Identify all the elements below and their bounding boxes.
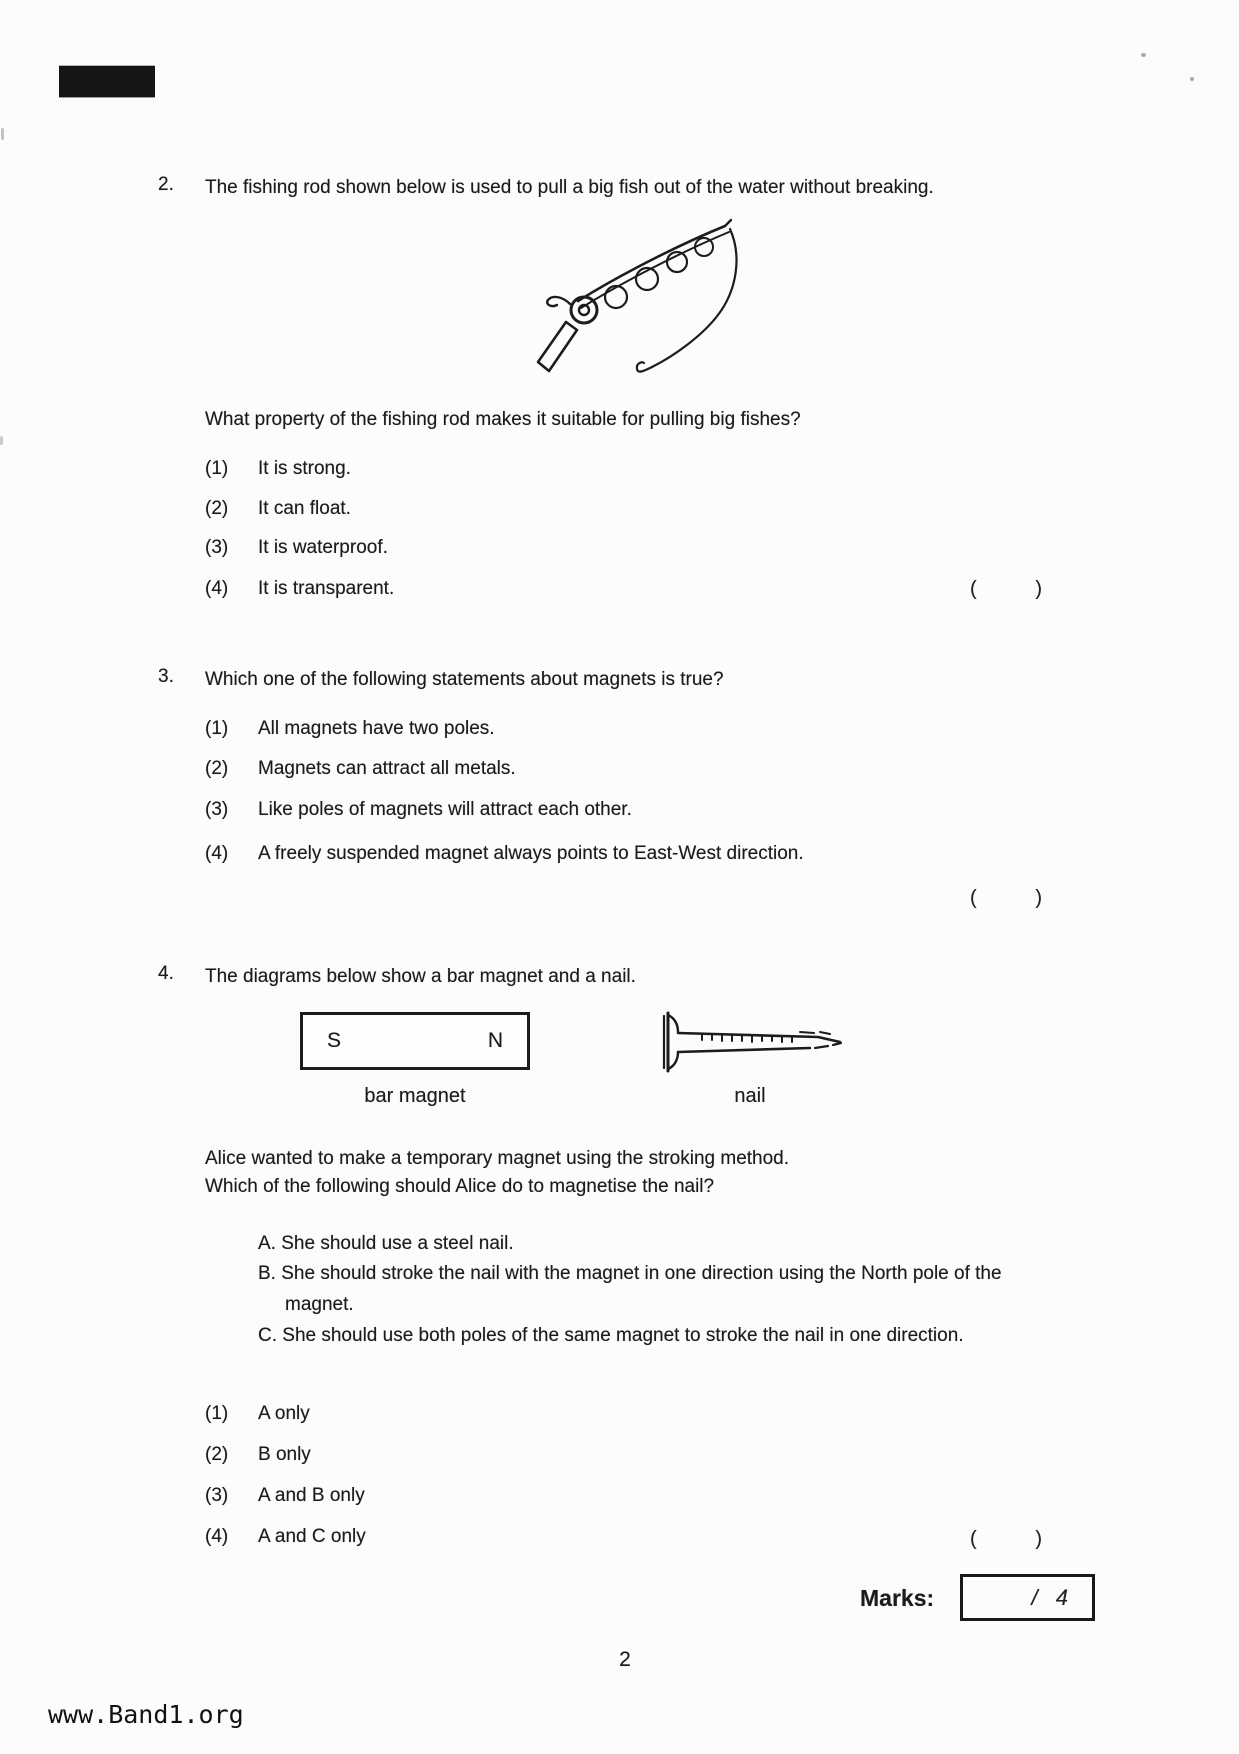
option-text: A only [258,1403,310,1424]
bracket-close: ) [1035,887,1042,909]
hook-icon [637,362,652,371]
q4-statement-c: C. She should use both poles of the same magnet to stroke the nail in one direction. [258,1325,964,1346]
option-number: (4) [205,843,229,864]
q4-intro-line-1: Alice wanted to make a temporary magnet using the stroking method. [205,1148,790,1169]
q4-option-2 [205,1444,311,1466]
q2-option-2 [205,498,351,520]
option-text: A freely suspended magnet always points to East-West direction. [258,843,804,864]
question-2-number: 2. [158,174,174,195]
question-2-prompt: What property of the fishing rod makes it suitable for pulling big fishes? [205,409,801,430]
marks-box [960,1574,1095,1621]
magnet-south-pole-label: S [327,1029,342,1052]
answer-bracket-q2 [970,578,1042,601]
q4-option-3 [205,1485,365,1507]
reel-knob-icon [547,297,570,306]
option-number: (3) [205,537,229,558]
rod-handle [538,322,577,371]
q4-intro-line-2: Which of the following should Alice do to magnetise the nail? [205,1176,715,1197]
option-number: (3) [205,1485,229,1506]
q2-option-4 [205,578,394,600]
watermark-url: www.Band1.org [48,1700,244,1729]
scan-speck [1,128,4,140]
bracket-close: ) [1035,578,1042,600]
bracket-open: ( [970,578,977,600]
option-number: (1) [205,718,229,739]
option-text: All magnets have two poles. [258,718,495,739]
option-text: Magnets can attract all metals. [258,758,516,779]
q4-statement-a: A. She should use a steel nail. [258,1233,514,1254]
bracket-close: ) [1035,1528,1042,1550]
bracket-open: ( [970,1528,977,1550]
marks-value: / 4 [1031,1585,1074,1610]
q3-option-2 [205,758,516,780]
scan-speck [1190,77,1194,81]
option-number: (3) [205,799,229,820]
q2-option-1 [205,458,351,480]
option-text: A and B only [258,1485,365,1506]
q3-option-1 [205,718,495,740]
nail-figure [650,1005,850,1080]
scan-speck [1141,53,1146,57]
option-number: (2) [205,498,229,519]
option-text: Like poles of magnets will attract each other. [258,799,632,820]
answer-bracket-q3 [970,887,1042,910]
magnet-north-pole-label: N [487,1029,503,1052]
option-text: A and C only [258,1526,366,1547]
scan-speck [0,436,3,445]
question-2-stem: The fishing rod shown below is used to pull a big fish out of the water without breaking. [205,177,934,198]
q4-option-4 [205,1526,366,1548]
question-4-stem: The diagrams below show a bar magnet and a nail. [205,966,636,987]
option-text: It is transparent. [258,578,395,599]
option-number: (2) [205,1444,229,1465]
marks-label: Marks: [860,1585,935,1611]
option-number: (4) [205,1526,229,1547]
option-number: (2) [205,758,229,779]
redacted-school-logo [59,66,155,97]
bar-magnet-caption: bar magnet [364,1085,466,1107]
q4-option-1 [205,1403,310,1425]
option-text: It is waterproof. [258,537,388,558]
bar-magnet-figure [300,1012,530,1070]
option-text: It is strong. [258,458,351,479]
question-4-number: 4. [158,963,174,984]
q3-option-4 [205,843,804,865]
fishing-rod-figure [478,198,743,390]
option-text: It can float. [258,498,351,519]
option-number: (1) [205,458,229,479]
option-text: B only [258,1444,311,1465]
q3-option-3 [205,799,632,821]
option-number: (1) [205,1403,229,1424]
q4-statement-b: B. She should stroke the nail with the magnet in one direction using the North pole of the magnet. [258,1263,1002,1315]
page-number: 2 [619,1648,631,1671]
nail-caption: nail [734,1085,766,1107]
bracket-open: ( [970,887,977,909]
q2-option-3 [205,537,388,559]
question-3-stem: Which one of the following statements about magnets is true? [205,669,724,690]
option-number: (4) [205,578,229,599]
answer-bracket-q4 [970,1528,1042,1551]
question-3-number: 3. [158,666,174,687]
